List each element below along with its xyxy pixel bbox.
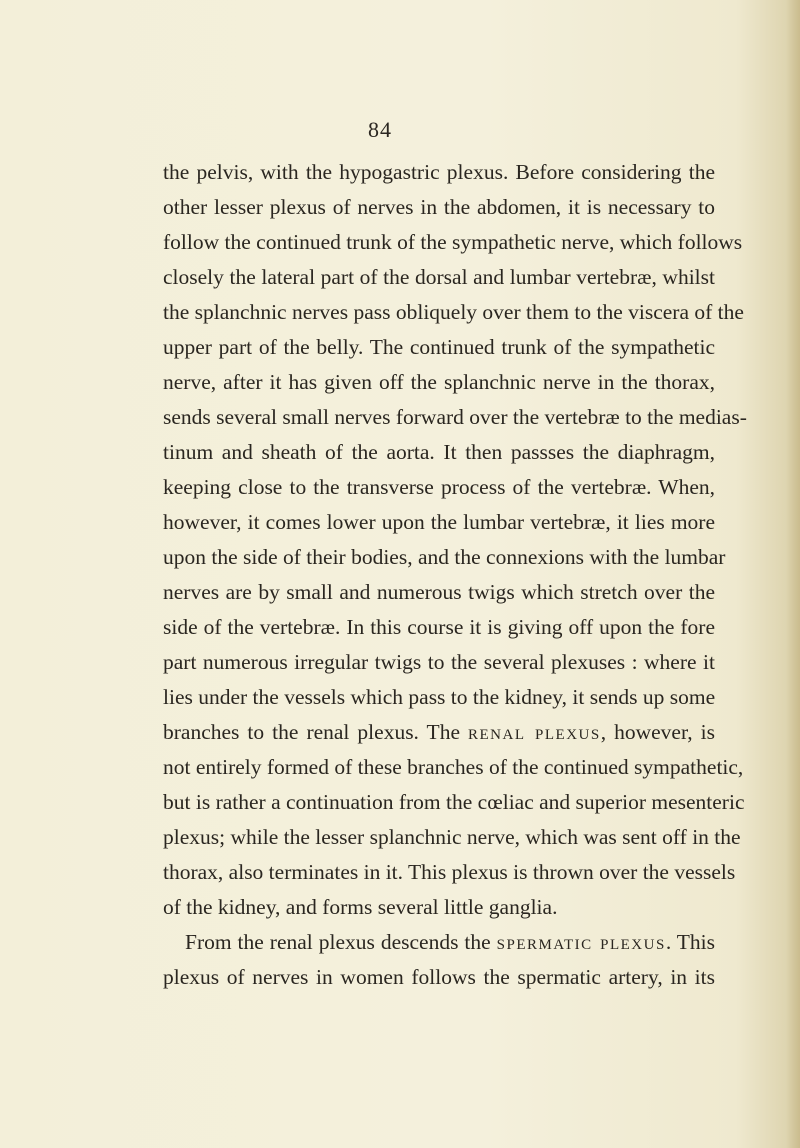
text-line: nerve, after it has given off the splanchnic nerve in the thorax, [163,370,715,394]
text-line: follow the continued trunk of the sympathetic nerve, which follows [163,230,743,254]
text-line: the pelvis, with the hypogastric plexus. Before considering the [163,160,715,184]
text-line: thorax, also terminates in it. This plexus is thrown over the vessels [163,860,736,884]
line-text: . This [665,930,715,954]
text-line: side of the vertebræ. In this course it is giving off upon the fore [163,615,715,639]
text-line [163,715,715,750]
text-line: lies under the vessels which pass to the kidney, it sends up some [163,685,716,709]
text-line: other lesser plexus of nerves in the abdomen, it is necessary to [163,195,715,219]
body-text [163,155,747,995]
text-line: plexus; while the lesser splanchnic nerve, which was sent off in the [163,825,741,849]
line-text: From the renal plexus descends the [185,930,497,954]
text-line: but is rather a continuation from the cœliac and superior mesenteric [163,790,745,814]
text-line: tinum and sheath of the aorta. It then passses the diaphragm, [163,440,715,464]
text-line: nerves are by small and numerous twigs which stretch over the [163,580,715,604]
text-line: upon the side of their bodies, and the connexions with the lumbar [163,545,726,569]
page-edge-shadow [786,0,800,1148]
text-line: closely the lateral part of the dorsal and lumbar vertebræ, whilst [163,265,715,289]
text-line: not entirely formed of these branches of the continued sympathetic, [163,755,744,779]
text-line: sends several small nerves forward over the vertebræ to the medias- [163,405,747,429]
spermatic-plexus-heading: spermatic plexus [496,930,666,954]
text-line: part numerous irregular twigs to the several plexuses : where it [163,650,715,674]
text-line: keeping close to the transverse process of the vertebræ. When, [163,475,715,499]
page-number: 84 [368,117,392,142]
text-line: the splanchnic nerves pass obliquely over them to the viscera of the [163,300,744,324]
line-text: , however, is [600,720,715,744]
text-line: of the kidney, and forms several little ganglia. [163,895,558,919]
text-line: plexus of nerves in women follows the spermatic artery, in its [163,965,715,989]
text-line [163,925,715,960]
renal-plexus-heading: renal plexus [468,720,601,744]
line-text: branches to the renal plexus. The [163,720,469,744]
text-line: however, it comes lower upon the lumbar vertebræ, it lies more [163,510,715,534]
text-line: upper part of the belly. The continued trunk of the sympathetic [163,335,715,359]
